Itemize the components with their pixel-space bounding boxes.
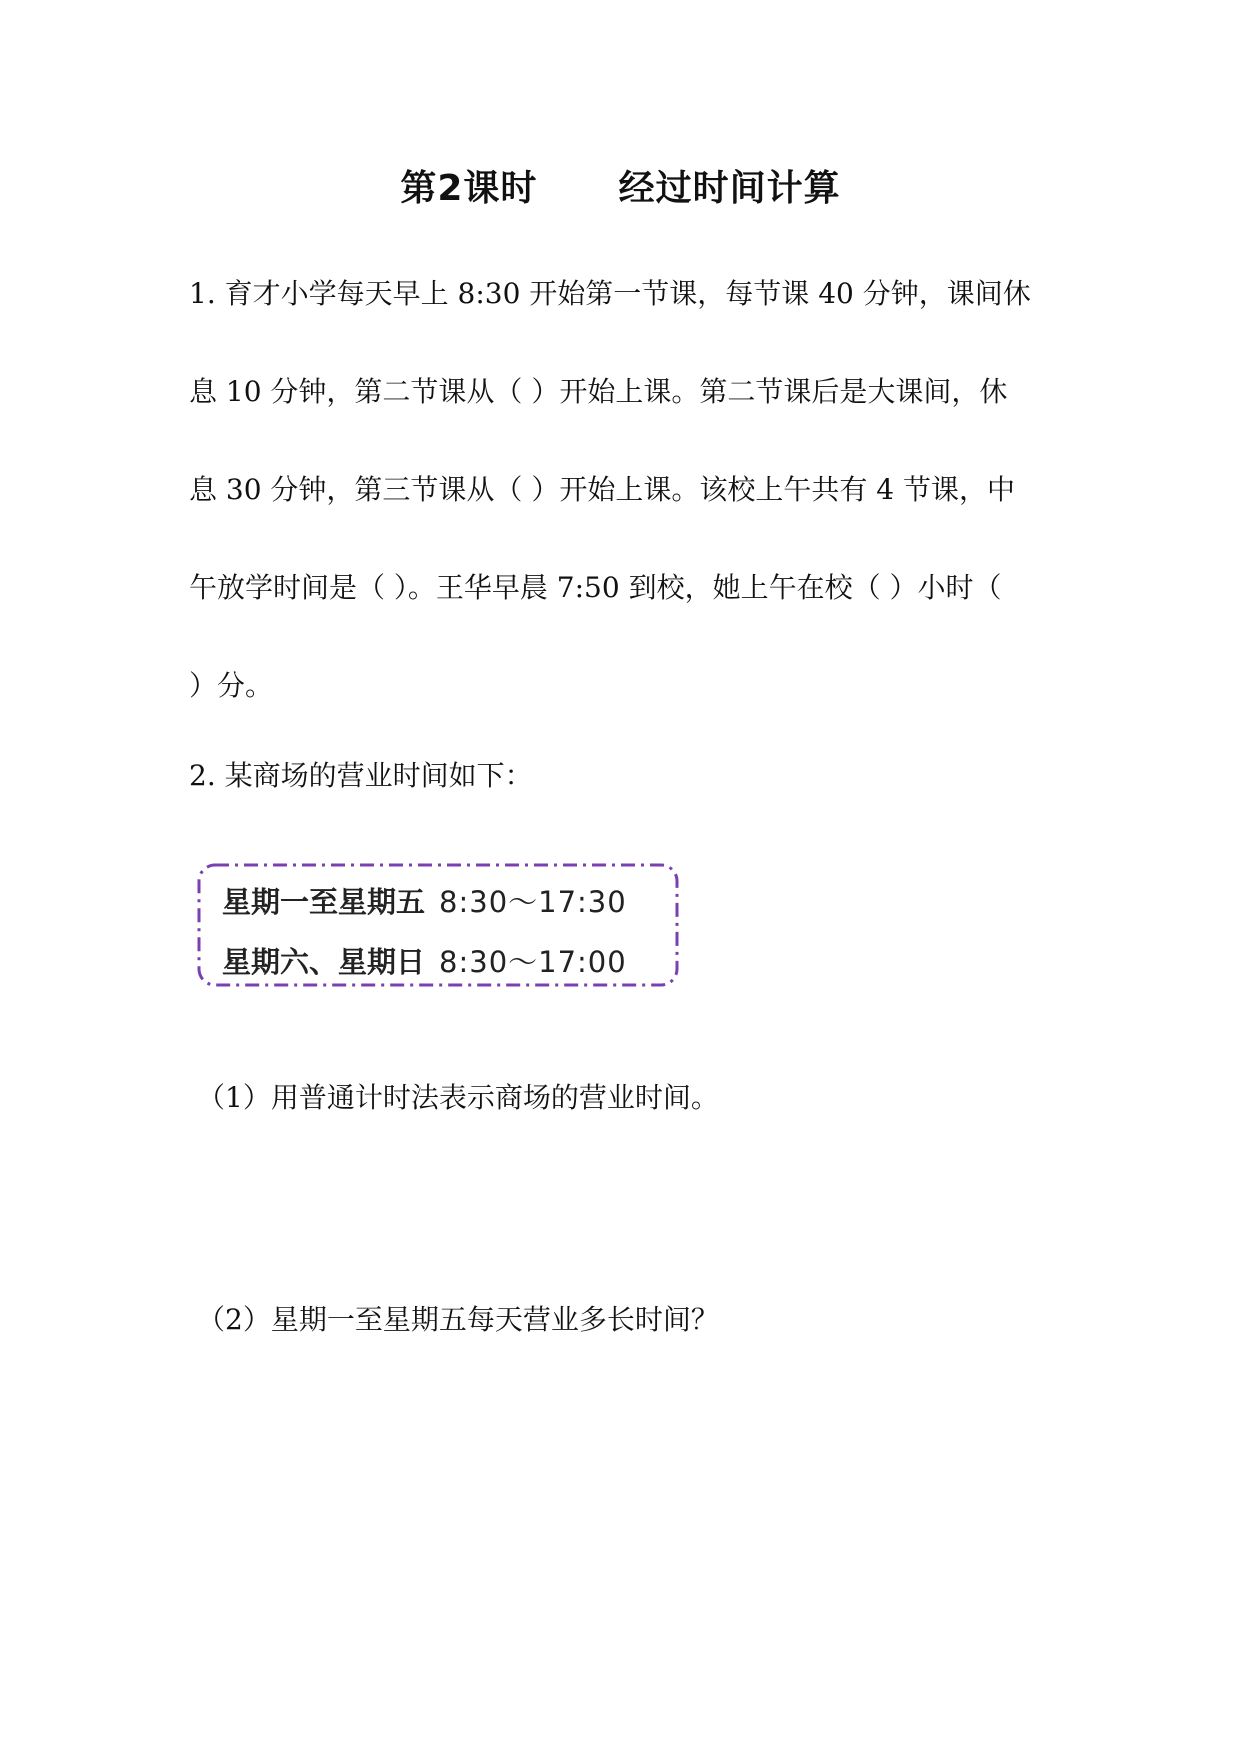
hours-row-weekdays [222, 880, 627, 921]
question-1-line: 1. 育才小学每天早上 8:30 开始第一节课，每节课 40 分钟，课间休 [189, 277, 1031, 310]
question-1 [189, 245, 1059, 735]
hours-days-label: 星期一至星期五 [222, 885, 426, 919]
business-hours-box [196, 862, 680, 988]
hours-time-value: 8:30～17:30 [439, 885, 627, 919]
question-2-part-2: （2）星期一至星期五每天营业多长时间？ [197, 1303, 719, 1336]
hours-time-value: 8:30～17:00 [439, 945, 627, 979]
hours-row-weekend [222, 940, 627, 981]
question-1-line: ）分。 [189, 669, 274, 702]
page-title: 第2课时 经过时间计算 [400, 168, 841, 209]
question-2-stem: 2. 某商场的营业时间如下： [189, 759, 533, 792]
question-2-part-1: （1）用普通计时法表示商场的营业时间。 [197, 1081, 719, 1114]
hours-days-label: 星期六、星期日 [222, 945, 426, 979]
question-1-line: 息 30 分钟，第三节课从（ ）开始上课。该校上午共有 4 节课，中 [189, 473, 1015, 506]
question-1-line: 息 10 分钟，第二节课从（ ）开始上课。第二节课后是大课间，休 [189, 375, 1008, 408]
question-1-line: 午放学时间是（ ）。王华早晨 7:50 到校，她上午在校（ ）小时（ [189, 571, 1002, 604]
